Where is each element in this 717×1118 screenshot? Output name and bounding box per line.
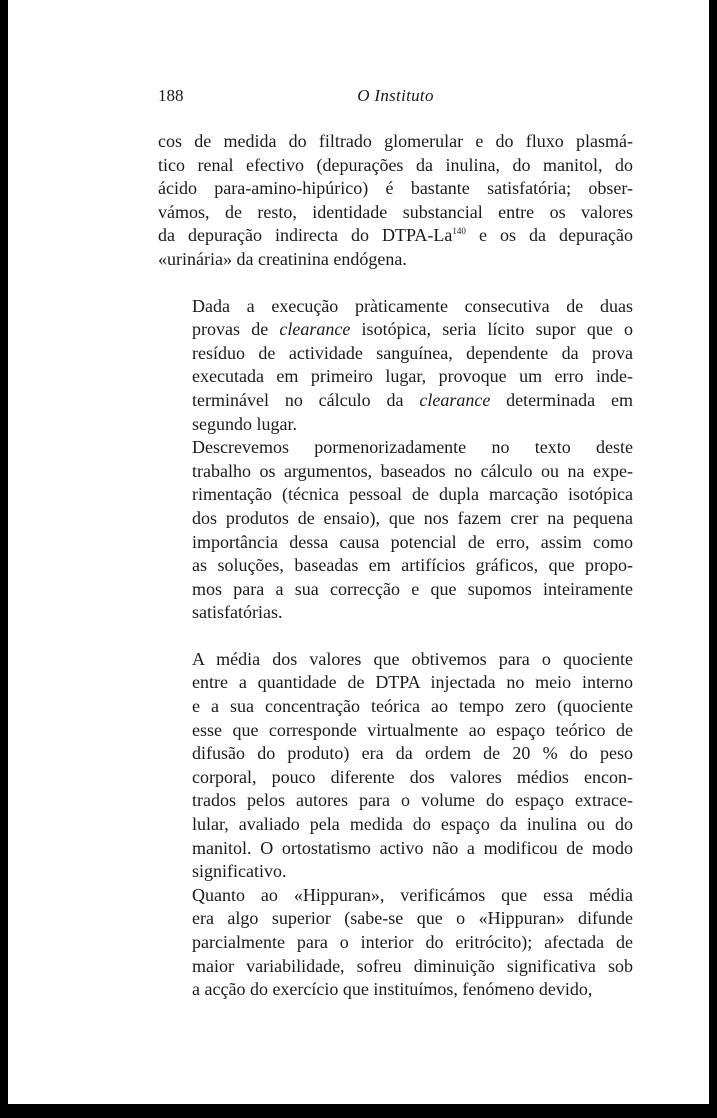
text-line: manitol. O ortostatismo activo não a modificou de modo <box>192 837 633 858</box>
text-line: mos para a sua correcção e que supomos inteiramente <box>192 578 633 599</box>
text-line: e a sua concentração teórica ao tempo zero (quociente <box>192 696 633 717</box>
text-line: ácido para-amino-hipúrico) é bastante satisfatória; obser- <box>158 178 633 199</box>
text-line: entre a quantidade de DTPA injectada no meio interno <box>192 672 633 693</box>
text-line: corporal, pouco diferente dos valores médios encon- <box>192 766 633 787</box>
text-line: lular, avaliado pela medida do espaço da inulina ou do <box>192 814 633 835</box>
text-line: importância dessa causa potencial de erro, assim como <box>192 531 633 552</box>
text-line: satisfatórias. <box>192 602 283 623</box>
text-line: tico renal efectivo (depurações da inulina, do manitol, do <box>158 154 633 175</box>
paragraph <box>158 648 633 884</box>
text-line: Descrevemos pormenorizadamente no texto deste <box>192 437 633 458</box>
text-line: terminável no cálculo da clearance determinada em <box>192 389 633 410</box>
page <box>8 0 709 1104</box>
paragraph <box>158 436 633 625</box>
paragraph <box>158 130 633 272</box>
text-line: significativo. <box>192 861 287 882</box>
text-line: da depuração indirecta do DTPA-La$^{140}$ e os da depuração <box>158 225 633 246</box>
text-line: Quanto ao «Hippuran», verificámos que essa média <box>192 884 633 905</box>
text-line: «urinária» da creatinina endógena. <box>158 248 407 269</box>
page-header <box>158 86 633 112</box>
text-line: era algo superior (sabe-se que o «Hippuran» difunde <box>192 908 633 929</box>
text-line: cos de medida do filtrado glomerular e do fluxo plasmá- <box>158 131 633 151</box>
text-line: as soluções, baseadas em artifícios gráficos, que propo- <box>192 555 633 576</box>
text-line: esse que corresponde virtualmente ao espaço teórico de <box>192 719 633 740</box>
text-line: a acção do exercício que instituímos, fenómeno devido, <box>192 979 593 1000</box>
text-line: A média dos valores que obtivemos para o quociente <box>192 648 633 669</box>
text-line: trados pelos autores para o volume do espaço extrace- <box>192 790 633 811</box>
paragraph <box>158 884 633 1002</box>
text-line: rimentação (técnica pessoal de dupla marcação isotópica <box>192 484 633 505</box>
running-title: O Instituto <box>357 86 434 105</box>
text-line: maior variabilidade, sofreu diminuição significativa sob <box>192 955 633 976</box>
text-line: parcialmente para o interior do eritrócito); afectada de <box>192 932 633 952</box>
text-line: vámos, de resto, identidade substancial entre os valores <box>158 201 633 222</box>
text-line: trabalho os argumentos, baseados no cálculo ou na expe- <box>192 460 633 481</box>
text-line: dos produtos de ensaio), que nos fazem crer na pequena <box>192 507 633 528</box>
page-number: 188 <box>158 86 184 105</box>
text-line: resíduo de actividade sanguínea, dependente da prova <box>192 342 633 363</box>
text-line: executada em primeiro lugar, provoque um erro inde- <box>192 366 633 387</box>
text-line: provas de clearance isotópica, seria lícito supor que o <box>192 319 634 340</box>
text-line: difusão do produto) era da ordem de 20 % do peso <box>192 743 633 764</box>
body-text <box>158 130 633 1002</box>
text-line: Dada a execução pràticamente consecutiva de duas <box>192 295 633 316</box>
paragraph <box>158 295 633 437</box>
text-line: segundo lugar. <box>192 413 297 434</box>
